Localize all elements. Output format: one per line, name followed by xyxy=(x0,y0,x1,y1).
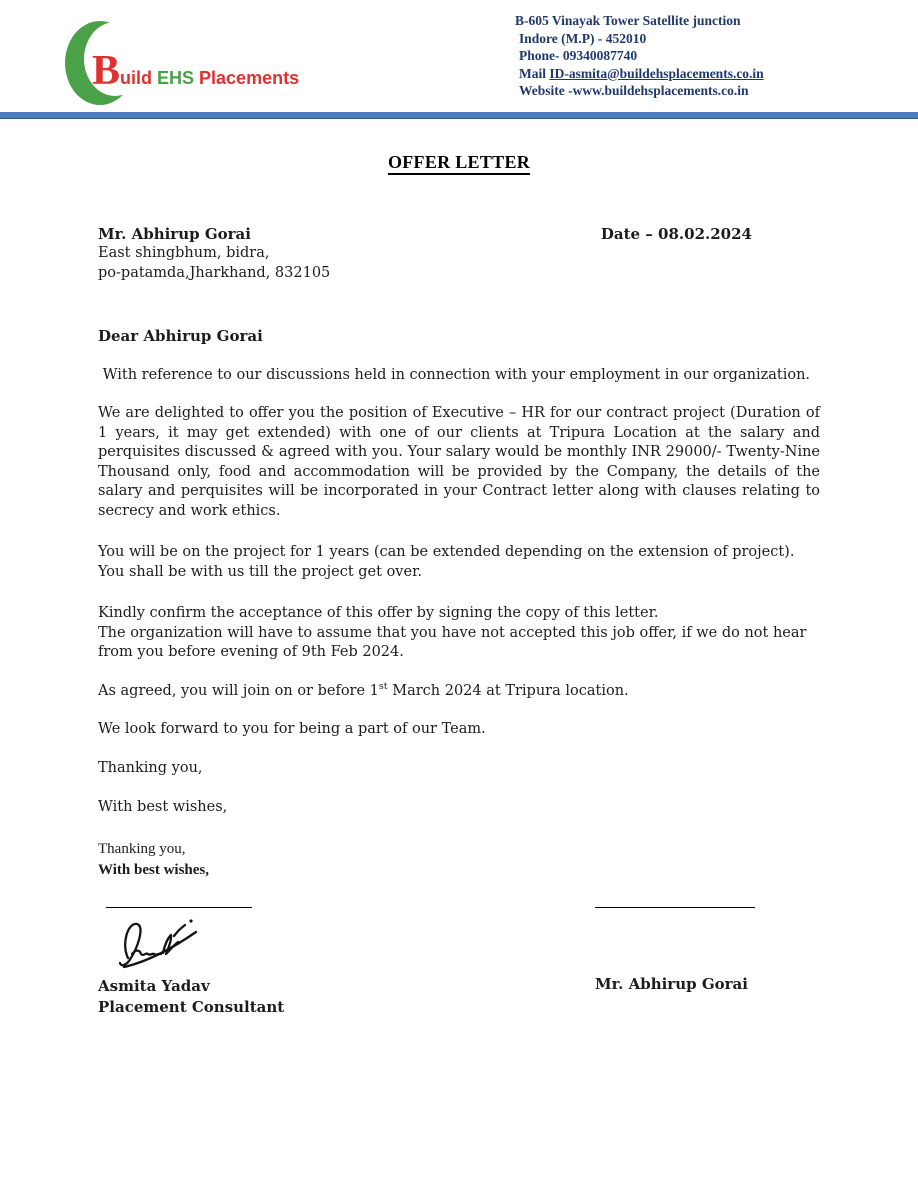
signatory-right xyxy=(595,907,820,1019)
paragraph-project xyxy=(98,543,820,582)
best-wishes-2: With best wishes, xyxy=(98,862,209,878)
paragraph-confirm-line2: The organization will have to assume that you have not accepted this job offer, if we do not hear from you before evening of 9th Feb 2024. xyxy=(98,624,807,660)
header-divider-rule xyxy=(0,112,918,119)
paragraph-offer: We are delighted to offer you the position of Executive – HR for our contract project (Duration of 1 years, it may get extended) with one of our clients at Tripura Location at the salary and perquisites discussed & agreed with you. Your salary would be monthly INR 29000/- Twenty-Nine Thousand only, food and accommodation will be provided by the Company, the details of the salary and perquisites will be incorporated in your Contract letter along with clauses relating to secrecy and work ethics. xyxy=(98,405,820,519)
contact-phone: Phone- 09340087740 xyxy=(519,48,638,64)
paragraph-project-line2: You shall be with us till the project get over. xyxy=(98,563,423,580)
logo-word-placements: Placements xyxy=(199,68,300,88)
recipient-date-row xyxy=(98,225,820,245)
signature-line-left xyxy=(106,907,252,908)
letter-date: Date – 08.02.2024 xyxy=(600,224,752,243)
letterhead xyxy=(0,0,918,112)
contact-address-line2: Indore (M.P) - 452010 xyxy=(519,30,647,46)
paragraph-team: We look forward to you for being a part of our Team. xyxy=(98,721,486,737)
paragraph-confirm-line1: Kindly confirm the acceptance of this offer by signing the copy of this letter. xyxy=(98,605,659,621)
recipient-address-line2: po-patamda,Jharkhand, 832105 xyxy=(98,264,331,281)
mail-label: Mail xyxy=(519,65,550,81)
contact-block xyxy=(515,12,764,100)
best-wishes-1: With best wishes, xyxy=(98,799,228,815)
paragraph-confirm xyxy=(98,604,820,663)
logo-wordmark xyxy=(92,50,299,92)
contact-website: Website -www.buildehsplacements.co.in xyxy=(519,83,749,99)
signatory-right-name: Mr. Abhirup Gorai xyxy=(595,974,748,993)
recipient-address-line1: East shingbhum, bidra, xyxy=(98,245,270,261)
paragraph-joining xyxy=(98,682,820,702)
signatory-left-title: Placement Consultant xyxy=(98,998,285,1016)
contact-address-line1: B-605 Vinayak Tower Satellite junction xyxy=(515,13,741,28)
thanking-you-2: Thanking you, xyxy=(98,840,186,857)
thanking-you-1: Thanking you, xyxy=(98,759,203,776)
company-logo xyxy=(62,20,300,108)
joining-text-post: March 2024 at Tripura location. xyxy=(387,682,629,699)
contact-mail-line xyxy=(515,65,764,83)
paragraph-project-line1: You will be on the project for 1 years (can be extended depending on the extension of project). xyxy=(98,544,795,560)
letter-title: OFFER LETTER xyxy=(388,152,530,175)
joining-ordinal-superscript: st xyxy=(378,680,388,692)
signatory-left-name: Asmita Yadav xyxy=(98,977,210,995)
letter-body xyxy=(0,153,918,1018)
signature-space-right xyxy=(595,908,820,974)
signature-section xyxy=(98,907,820,1019)
email-link[interactable]: ID-asmita@buildehsplacements.co.in xyxy=(549,65,764,81)
logo-word-uild: uild xyxy=(120,68,153,88)
salutation: Dear Abhirup Gorai xyxy=(98,327,263,345)
signatory-left xyxy=(98,907,418,1019)
logo-word-ehs: EHS xyxy=(152,68,200,88)
asmita-handwritten-signature xyxy=(112,912,418,977)
recipient-name: Mr. Abhirup Gorai xyxy=(98,224,251,243)
paragraph-reference: With reference to our discussions held in connection with your employment in our organization. xyxy=(98,366,811,383)
logo-letter-b: B xyxy=(92,48,121,94)
joining-text-pre: As agreed, you will join on or before 1 xyxy=(98,682,379,699)
